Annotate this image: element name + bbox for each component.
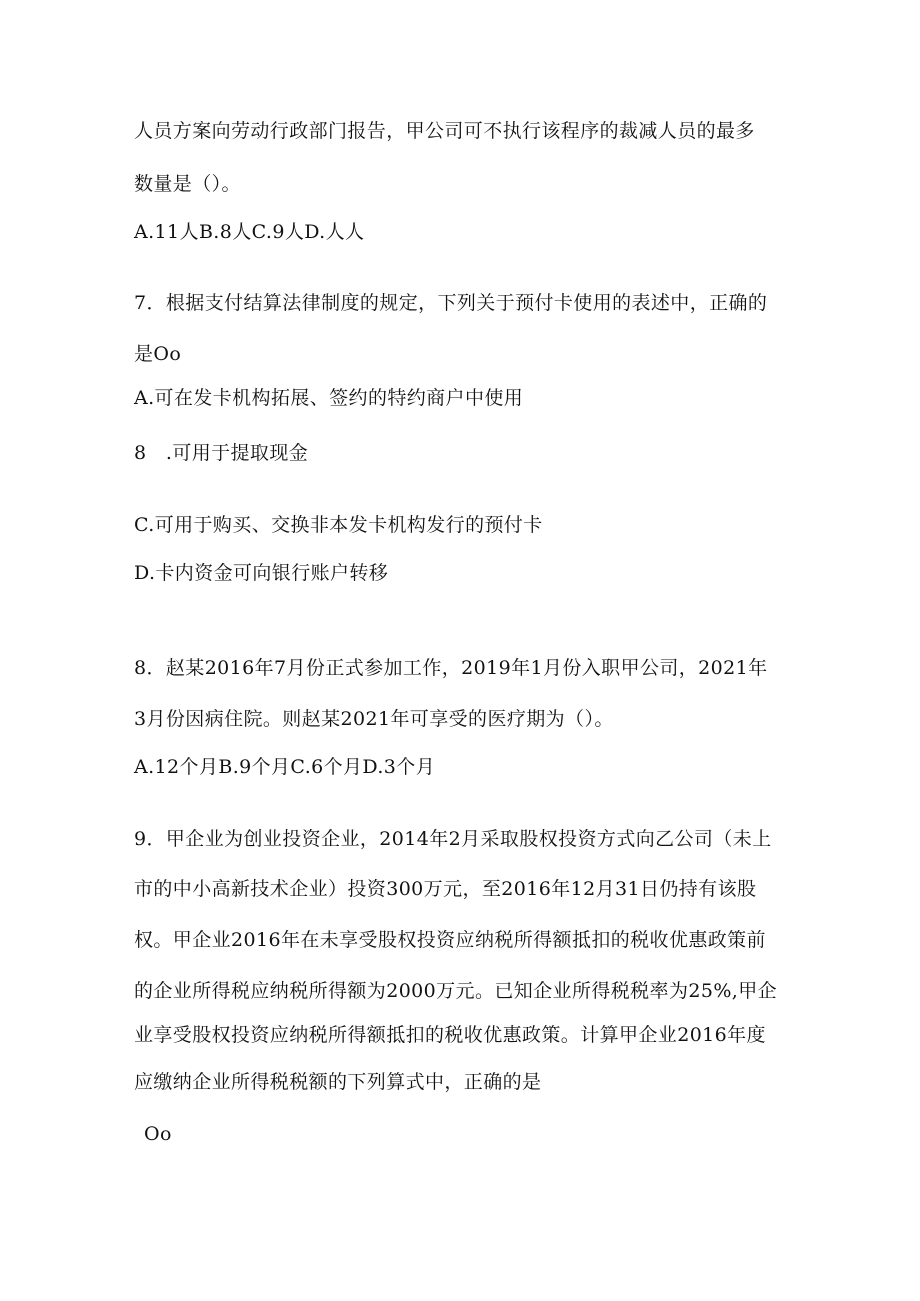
q7-option-c: C.可用于购买、交换非本发卡机构发行的预付卡 (134, 514, 543, 536)
q7-stem-line-2: 是Oo (134, 343, 182, 365)
q6-options: A.11人B.8人C.9人D.人人 (134, 221, 365, 243)
q9-stem-line-4: 的企业所得税应纳税所得额为2000万元。已知企业所得税税率为25%,甲企 (134, 980, 778, 1002)
q6-stem-line-2: 数量是（）。 (134, 173, 241, 195)
q9-stem-line-6: 应缴纳企业所得税税额的下列算式中，正确的是 (134, 1071, 542, 1093)
q9-stem-line-5: 业享受股权投资应纳税所得额抵扣的税收优惠政策。计算甲企业2016年度 (134, 1024, 766, 1046)
q7-stem-line-1: 7．根据支付结算法律制度的规定，下列关于预付卡使用的表述中，正确的 (134, 292, 768, 314)
q7-option-b: 8 .可用于提取现金 (134, 442, 309, 464)
q7-option-a: A.可在发卡机构拓展、签约的特约商户中使用 (134, 387, 524, 409)
q8-stem-line-2: 3月份因病住院。则赵某2021年可享受的医疗期为（）。 (134, 708, 614, 730)
q9-stem-line-2: 市的中小高新技术企业）投资300万元，至2016年12月31日仍持有该股 (134, 878, 757, 900)
q8-options: A.12个月B.9个月C.6个月D.3个月 (134, 756, 436, 778)
q9-stem-line-3: 权。甲企业2016年在未享受股权投资应纳税所得额抵扣的税收优惠政策前 (134, 929, 766, 951)
q6-stem-line-1: 人员方案向劳动行政部门报告，甲公司可不执行该程序的裁减人员的最多 (134, 120, 755, 142)
q7-option-d: D.卡内资金可向银行账户转移 (134, 562, 389, 584)
q9-stem-line-1: 9．甲企业为创业投资企业，2014年2月采取股权投资方式向乙公司（未上 (134, 828, 772, 850)
q9-stem-line-7: Oo (144, 1123, 172, 1145)
q8-stem-line-1: 8．赵某2016年7月份正式参加工作，2019年1月份入职甲公司，2021年 (134, 657, 768, 679)
